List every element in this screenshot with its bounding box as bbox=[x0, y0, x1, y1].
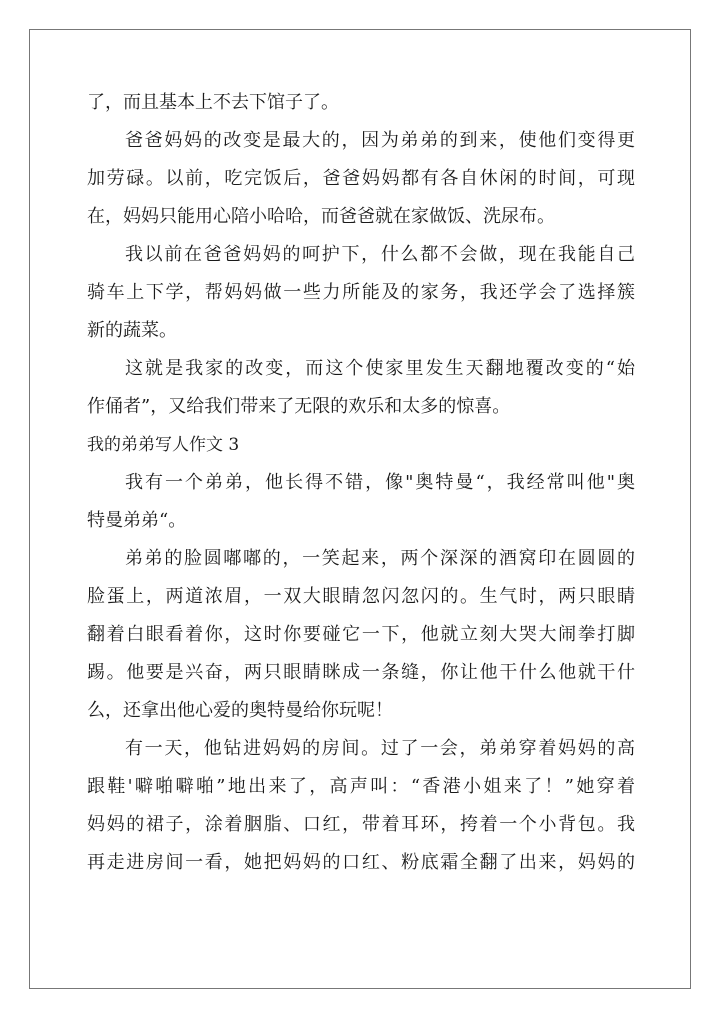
text-line: 特曼弟弟“。 bbox=[87, 510, 187, 531]
text-line: 妈妈的裙子，涂着胭脂、口红，带着耳环，挎着一个小背包。我 bbox=[87, 814, 635, 835]
text-line: 在，妈妈只能用心陪小哈哈，而爸爸就在家做饭、洗尿布。 bbox=[87, 206, 555, 227]
text-line: 么，还拿出他心爱的奥特曼给你玩呢！ bbox=[87, 700, 393, 721]
text-line: 加劳碌。以前，吃完饭后，爸爸妈妈都有各自休闲的时间，可现 bbox=[87, 168, 635, 189]
text-line: 这就是我家的改变，而这个使家里发生天翻地覆改变的“始 bbox=[125, 358, 635, 379]
section-heading: 我的弟弟写人作文 3 bbox=[87, 435, 240, 455]
document-body bbox=[87, 84, 635, 882]
text-line: 再走进房间一看，她把妈妈的口红、粉底霜全翻了出来，妈妈的 bbox=[87, 852, 635, 873]
text-line: 作俑者”，又给我们带来了无限的欢乐和太多的惊喜。 bbox=[87, 396, 511, 417]
text-line: 骑车上下学，帮妈妈做一些力所能及的家务，我还学会了选择簇 bbox=[87, 282, 635, 303]
text-line: 翻着白眼看着你，这时你要碰它一下，他就立刻大哭大闹拳打脚 bbox=[87, 624, 635, 645]
text-line: 爸爸妈妈的改变是最大的，因为弟弟的到来，使他们变得更 bbox=[125, 130, 635, 151]
text-line: 弟弟的脸圆嘟嘟的，一笑起来，两个深深的酒窝印在圆圆的 bbox=[125, 548, 635, 569]
text-line: 踢。他要是兴奋，两只眼睛眯成一条缝，你让他干什么他就干什 bbox=[87, 662, 635, 683]
text-line: 跟鞋'噼啪噼啪”地出来了，高声叫：“香港小姐来了！”她穿着 bbox=[87, 776, 635, 797]
text-line: 有一天，他钻进妈妈的房间。过了一会，弟弟穿着妈妈的高 bbox=[125, 738, 635, 759]
text-line: 新的蔬菜。 bbox=[87, 320, 177, 341]
text-line: 脸蛋上，两道浓眉，一双大眼睛忽闪忽闪的。生气时，两只眼睛 bbox=[87, 586, 635, 607]
text-line: 我以前在爸爸妈妈的呵护下，什么都不会做，现在我能自己 bbox=[125, 244, 635, 265]
text-line: 我有一个弟弟，他长得不错，像"奥特曼“，我经常叫他"奥 bbox=[125, 472, 635, 493]
text-line: 了，而且基本上不去下馆子了。 bbox=[87, 92, 339, 113]
